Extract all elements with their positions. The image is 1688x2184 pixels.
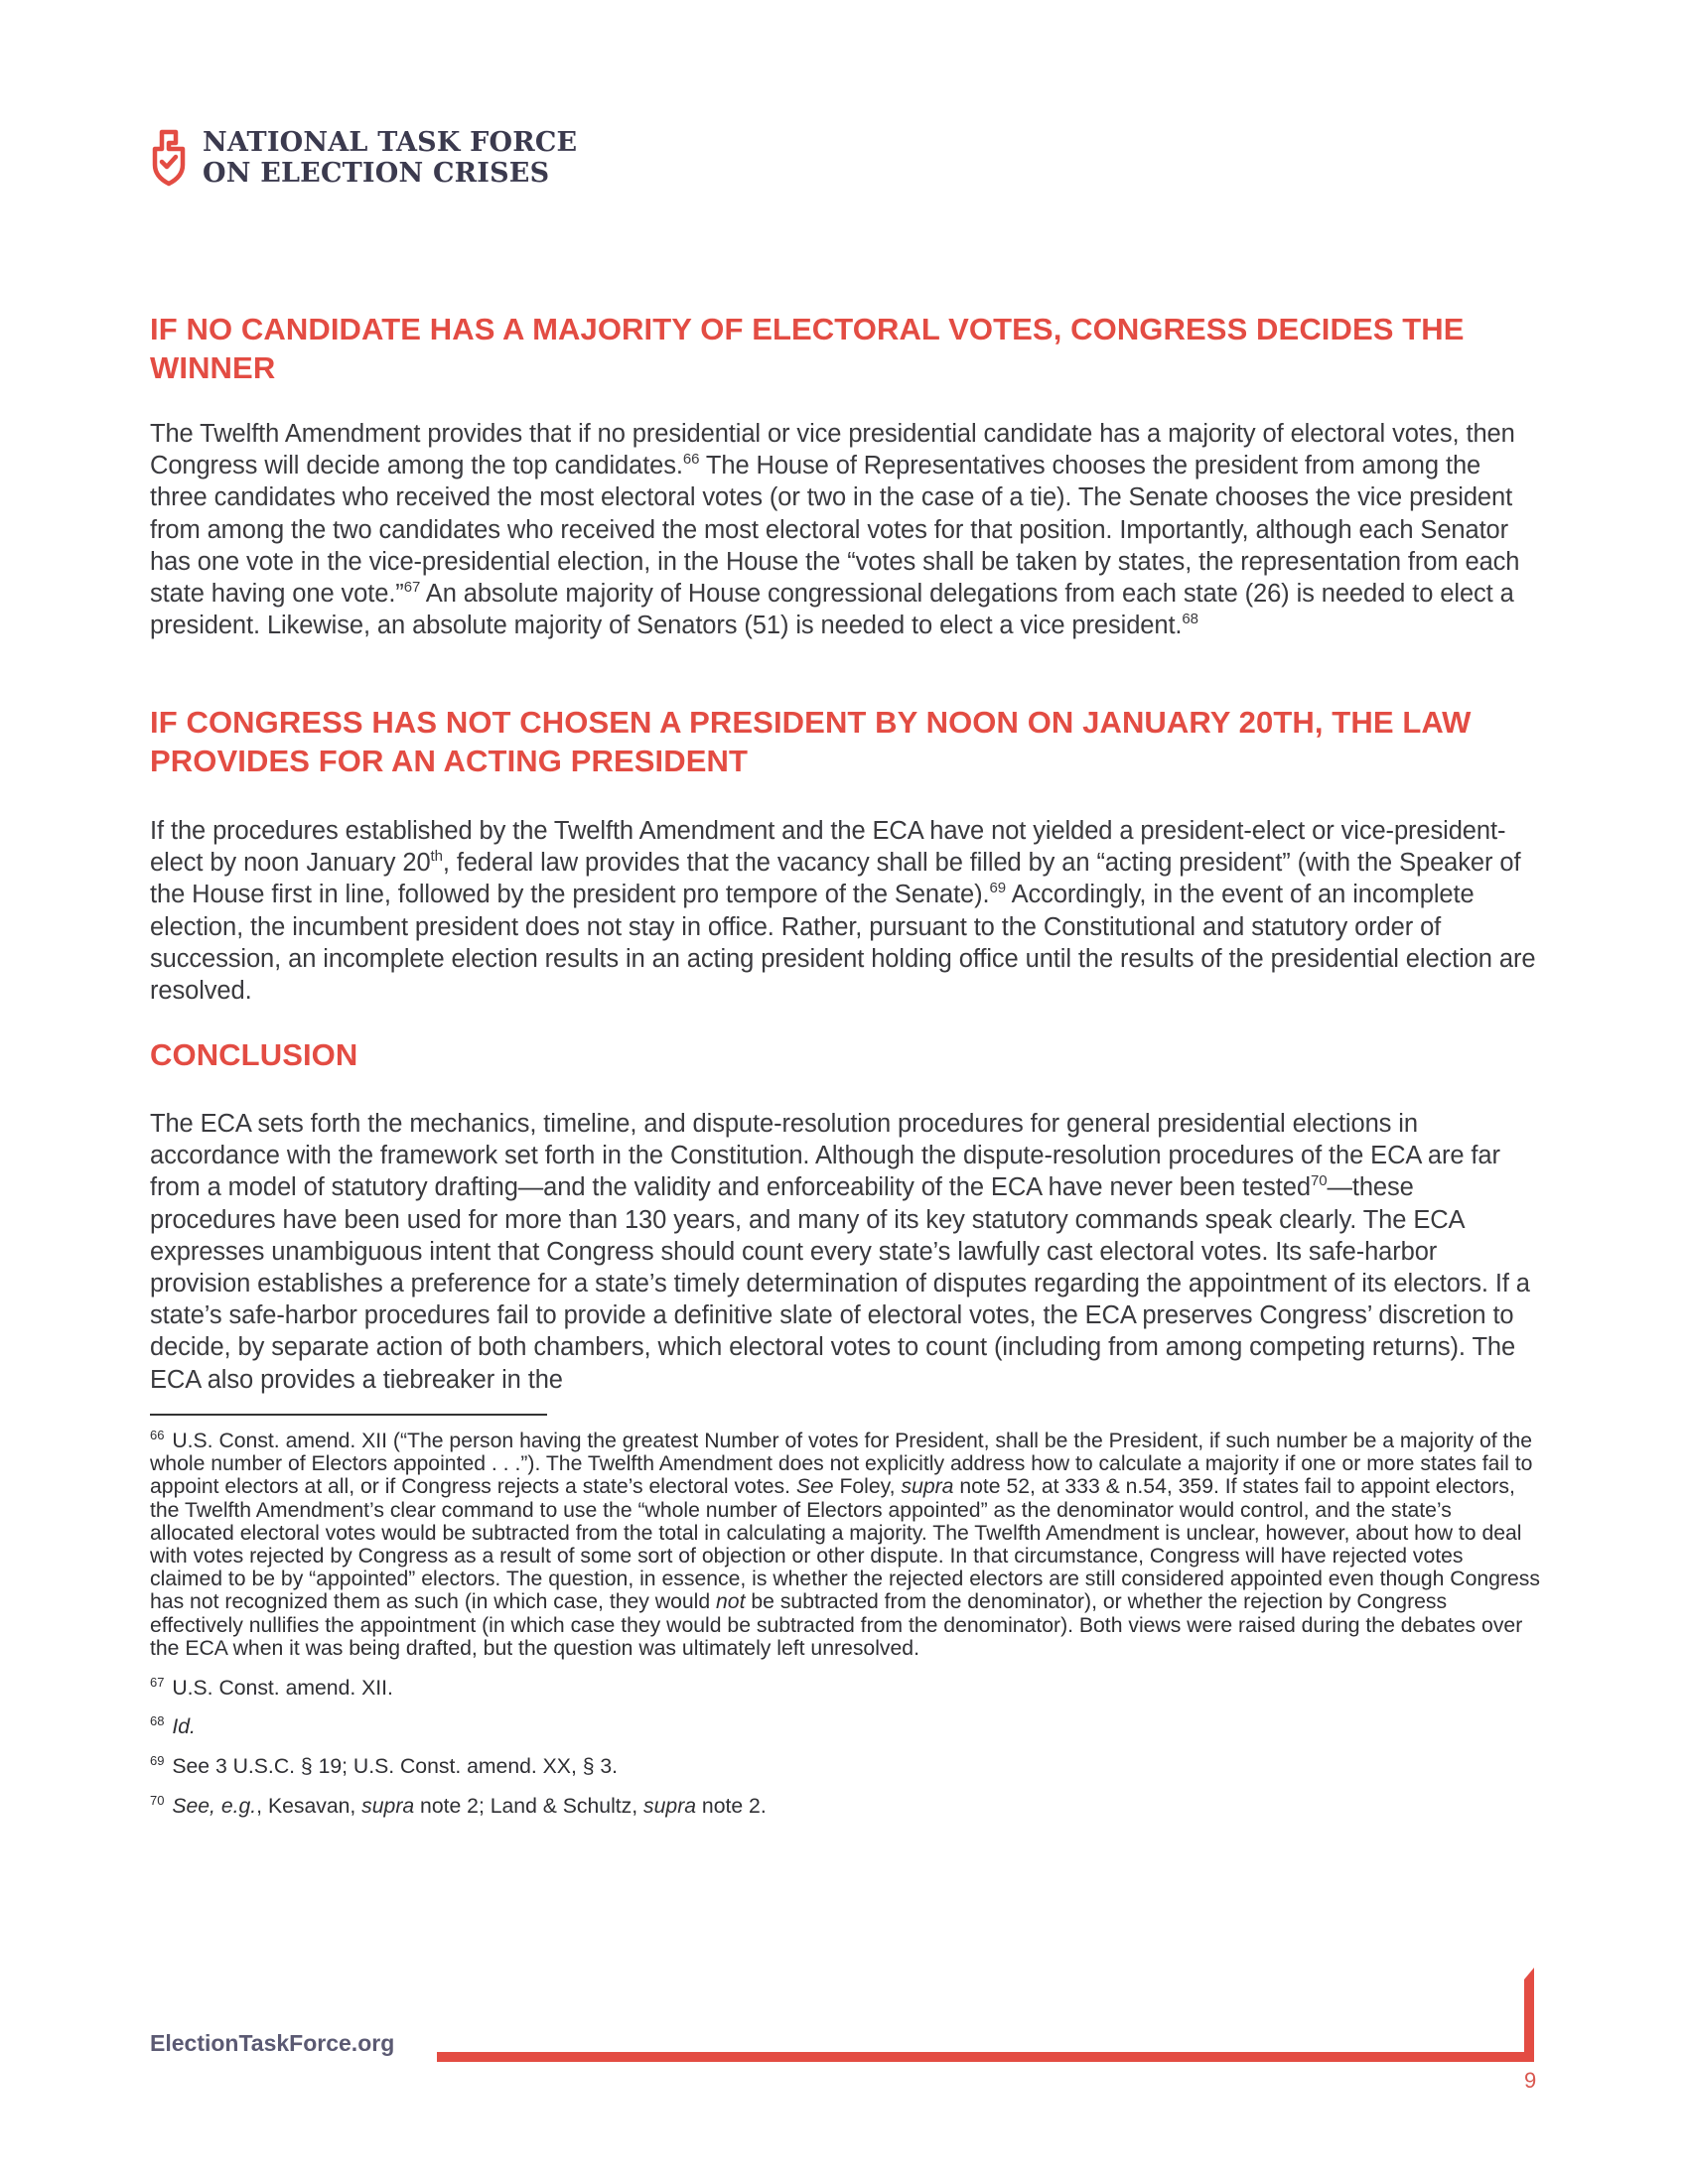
footnote-67: $^{67}$ U.S. Const. amend. XII. [150, 1674, 393, 1700]
org-name-line1: NATIONAL TASK FORCE [203, 127, 578, 158]
footnote-70: $^{70}$ See, e.g., Kesavan, supra note 2; Land & Schultz, supra note 2. [150, 1792, 767, 1818]
section-heading-no-majority: IF NO CANDIDATE HAS A MAJORITY OF ELECTORAL VOTES, CONGRESS DECIDES THE WINNER [150, 312, 1465, 385]
footnote-66: $^{66}$ U.S. Const. amend. XII (“The person having the greatest Number of votes for President, shall be the President, if such number be a majority of the whole number of Electors appointed . . .”). The Twelfth Amendment does not explicitly address how to calculate a majority if one or more states fail to appoint electors at all, or if Congress rejects a state’s electoral votes. See Foley, supra note 52, at 333 & n.54, 359. If states fail to appoint electors, the Twelfth Amendment’s clear command to use the “whole number of Electors appointed” as the denominator would control, and the state’s allocated electoral votes would be subtracted from the total in calculating a majority. The Twelfth Amendment is unclear, however, about how to deal with votes rejected by Congress as a result of some sort of objection or other dispute. In that circumstance, Congress will have rejected votes claimed to be by “appointed” electors. The question, in essence, is whether the rejected electors are still considered appointed even though Congress has not recognized them as such (in which case, they would not be subtracted from the denominator), or whether the rejection by Congress effectively nullifies the appointment (in which case they would be subtracted from the denominator). Both views were raised during the debates over the ECA when it was being drafted, but the question was ultimately left unresolved. [150, 1428, 1540, 1660]
footnotes [150, 1430, 1540, 1834]
page-number: 9 [1524, 2068, 1537, 2093]
footnote-number: 68 [150, 1713, 165, 1729]
footnote-69: $^{69}$ See 3 U.S.C. § 19; U.S. Const. amend. XX, § 3. [150, 1752, 619, 1778]
org-name-line2: ON ELECTION CRISES [203, 158, 550, 189]
section-heading-acting-president: IF CONGRESS HAS NOT CHOSEN A PRESIDENT BY NOON ON JANUARY 20TH, THE LAW PROVIDES FOR AN ACTING PRESIDENT [150, 705, 1472, 778]
org-name [203, 127, 577, 189]
footnote-ref: 68 [1182, 611, 1198, 628]
footnote-number: 69 [150, 1752, 165, 1768]
section-heading-conclusion: CONCLUSION [150, 1037, 358, 1072]
footnote-68: $^{68}$ Id. [150, 1713, 196, 1739]
section-body-no-majority: The Twelfth Amendment provides that if no presidential or vice presidential candidate has a majority of electoral votes, then Congress will decide among the top candidates.$^{66}$ The House of Representatives chooses the president from among the three candidates who received the most electoral votes (or two in the case of a tie). The Senate chooses the vice president from among the two candidates who received the most electoral votes for that position. Importantly, although each Senator has one vote in the vice-presidential election, in the House the “votes shall be taken by states, the representation from each state having one vote.”$^{67}$ An absolute majority of House congressional delegations from each state (26) is needed to elect a president. Likewise, an absolute majority of Senators (51) is needed to elect a vice president.$^{68}$ [150, 420, 1520, 640]
footnote-divider [150, 1414, 547, 1416]
footnote-number: 66 [150, 1428, 165, 1442]
footnote-ref: th [430, 848, 443, 866]
footer-rule-corner [1524, 1968, 1534, 2062]
footer-rule [437, 2052, 1524, 2062]
footnote-ref: 66 [682, 451, 700, 469]
org-logo [149, 127, 577, 189]
footer-website-link[interactable]: ElectionTaskForce.org [150, 2030, 395, 2056]
footnote-number: 70 [150, 1792, 165, 1808]
footnote-ref: 67 [403, 579, 421, 597]
footnote-number: 67 [150, 1674, 165, 1690]
footnote-ref: 69 [989, 880, 1007, 897]
footnote-ref: 70 [1310, 1172, 1328, 1190]
section-body-conclusion: The ECA sets forth the mechanics, timeline, and dispute-resolution procedures for general presidential elections in accordance with the framework set forth in the Constitution. Although the dispute-resolution procedures of the ECA are far from a model of statutory drafting—and the validity and enforceability of the ECA have never been tested$^{70}$—these procedures have been used for more than 130 years, and many of its key statutory commands speak clearly. The ECA expresses unambiguous intent that Congress should count every state’s lawfully cast electoral votes. Its safe-harbor provision establishes a preference for a state’s timely determination of disputes regarding the appointment of its electors. If a state’s safe-harbor procedures fail to provide a definitive slate of electoral votes, the ECA preserves Congress’ discretion to decide, by separate action of both chambers, which electoral votes to count (including from among competing returns). The ECA also provides a tiebreaker in the [150, 1110, 1530, 1394]
shield-checkmark-icon [149, 129, 189, 187]
section-body-acting-president: If the procedures established by the Twelfth Amendment and the ECA have not yielded a president-elect or vice-president-elect by noon January 20th, federal law provides that the vacancy shall be filled by an “acting president” (with the Speaker of the House first in line, followed by the president pro tempore of the Senate).$^{69}$ Accordingly, in the event of an incomplete election, the incumbent president does not stay in office. Rather, pursuant to the Constitutional and statutory order of succession, an incomplete election results in an acting president holding office until the results of the presidential election are resolved. [150, 817, 1536, 1006]
